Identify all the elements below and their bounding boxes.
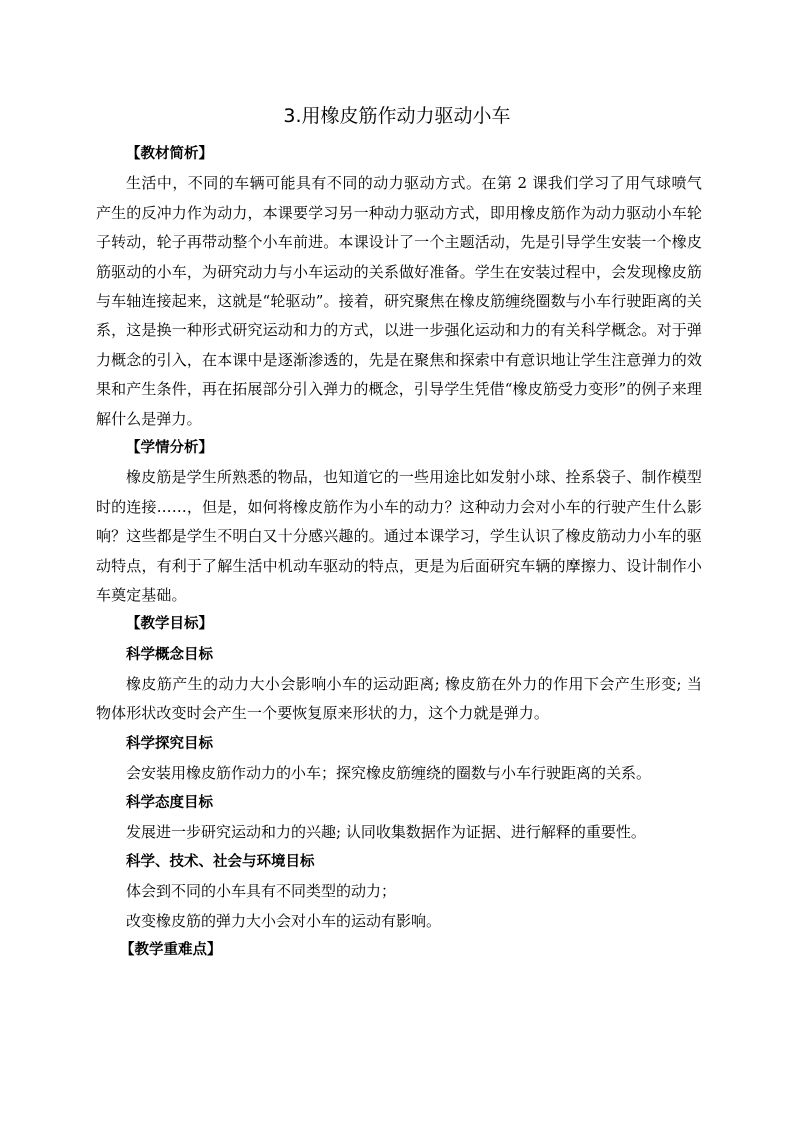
subheading-inquiry: 科学探究目标	[126, 735, 213, 752]
text-inquiry: 会安装用橡皮筋作动力的小车；探究橡皮筋缠绕的圈数与小车行驶距离的关系。	[126, 763, 652, 782]
page-title: 3.用橡皮筋作动力驱动小车	[283, 105, 511, 127]
document-body	[96, 140, 702, 966]
paragraph-students: 橡皮筋是学生所熟悉的物品，也知道它的一些用途比如发射小球、拴系袋子、制作模型时的连接……，但是，如何将橡皮筋作为小车的动力？这种动力会对小车的行驶产生什么影响？这些都是学生不明白又十分感兴趣的。通过本课学习，学生认识了橡皮筋动力小车的驱动特点，有利于了解生活中机动车驱动的特点，更是为后面研究车辆的摩擦力、设计制作小车奠定基础。	[96, 468, 702, 605]
paragraph-concept: 橡皮筋产生的动力大小会影响小车的运动距离; 橡皮筋在外力的作用下会产生形变; 当物体形状改变时会产生一个要恢复原来形状的力，这个力就是弹力。	[96, 674, 702, 723]
section-heading-objectives: 【教学目标】	[126, 616, 213, 633]
text-sts-line-2: 改变橡皮筋的弹力大小会对小车的运动有影响。	[126, 911, 442, 930]
text-sts-line-1: 体会到不同的小车具有不同类型的动力；	[126, 882, 397, 901]
section-heading-materials: 【教材简析】	[126, 146, 213, 162]
section-heading-students: 【学情分析】	[126, 440, 213, 457]
subheading-concept: 科学概念目标	[126, 646, 213, 663]
paragraph-materials: 生活中，不同的车辆可能具有不同的动力驱动方式。在第 2 课我们学习了用气球喷气产生的反冲力作为动力，本课要学习另一种动力驱动方式，即用橡皮筋作为动力驱动小车轮子转动，轮子再带动整个小车前进。本课设计了一个主题活动，先是引导学生安装一个橡皮筋驱动的小车，为研究动力与小车运动的关系做好准备。学生在安装过程中，会发现橡皮筋与车轴连接起来，这就是“轮驱动”。接着，研究聚焦在橡皮筋缠绕圈数与小车行驶距离的关系，这是换一种形式研究运动和力的方式，以进一步强化运动和力的有关科学概念。对于弹力概念的引入，在本课中是逐渐渗透的，先是在聚焦和探索中有意识地让学生注意弹力的效果和产生条件，再在拓展部分引入弹力的概念，引导学生凭借“橡皮筋受力变形”的例子来理解什么是弹力。	[96, 174, 702, 428]
text-attitude: 发展进一步研究运动和力的兴趣; 认同收集数据作为证据、进行解释的重要性。	[126, 823, 646, 842]
section-heading-key-points: 【教学重难点】	[120, 942, 222, 959]
subheading-sts: 科学、技术、社会与环境目标	[126, 854, 315, 871]
subheading-attitude: 科学态度目标	[126, 795, 213, 812]
